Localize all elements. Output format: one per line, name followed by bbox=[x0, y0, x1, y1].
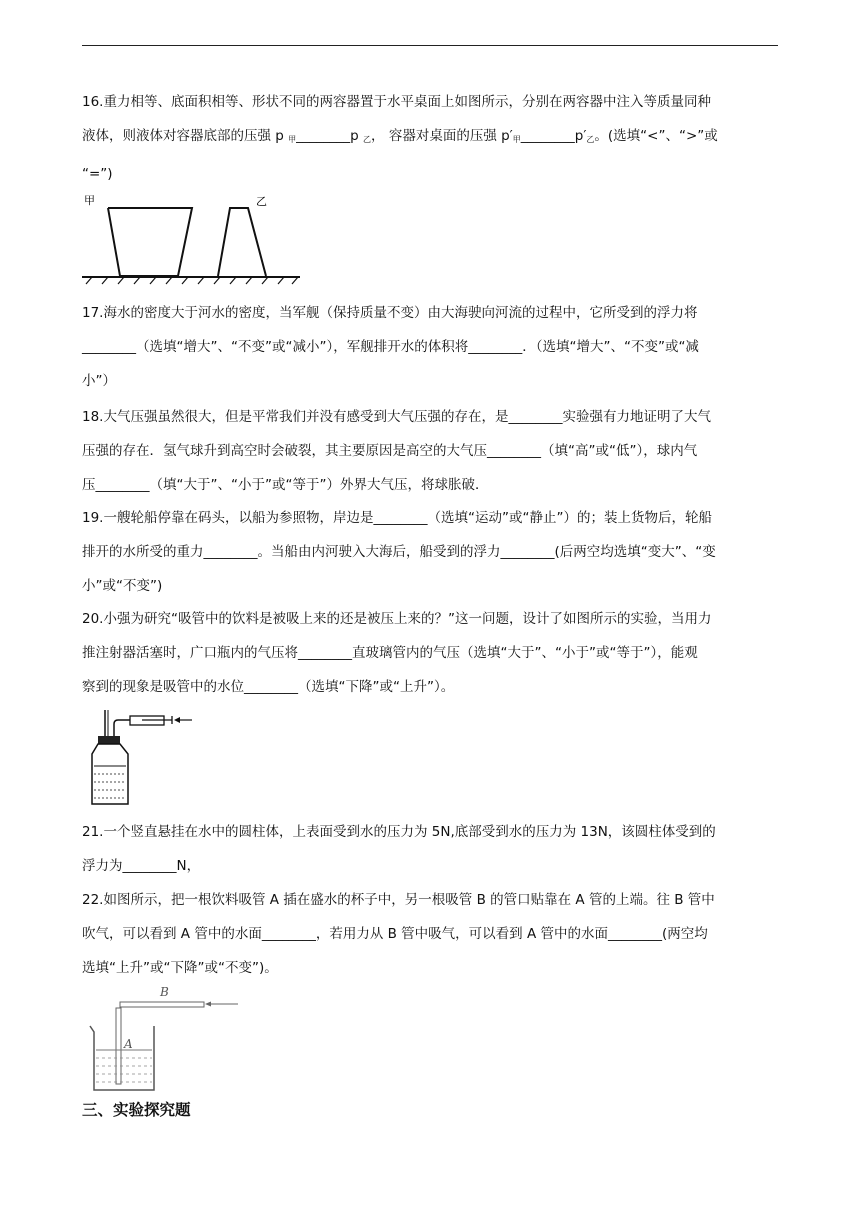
bent-tube bbox=[114, 720, 130, 736]
q17-line2: ________（选填“增大”、“不变”或“减小”），军舰排开水的体积将________．（选填“增大”、“不变”或“减 bbox=[82, 339, 699, 355]
q19-line1: 19.一艘轮船停靠在码头，以船为参照物，岸边是________（选填“运动”或“静止”）的；装上货物后，轮船 bbox=[82, 510, 712, 526]
q19-line2: 排开的水所受的重力________。当船由内河驶入大海后，船受到的浮力________(后两空均选填“变大”、“变 bbox=[82, 544, 716, 560]
q17-line1: 17.海水的密度大于河水的密度，当军舰（保持质量不变）由大海驶向河流的过程中，它所受到的浮力将 bbox=[82, 305, 698, 321]
question-17 bbox=[82, 296, 782, 398]
q20-line1: 20.小强为研究“吸管中的饮料是被吸上来的还是被压上来的？”这一问题，设计了如图所示的实验，当用力 bbox=[82, 611, 712, 627]
q17-line3: 小”） bbox=[82, 373, 116, 389]
container-jia bbox=[108, 208, 192, 276]
figure-16-containers bbox=[80, 190, 305, 285]
question-19 bbox=[82, 501, 782, 603]
label-a: A bbox=[124, 1037, 133, 1051]
question-21 bbox=[82, 815, 782, 883]
question-16 bbox=[82, 85, 782, 191]
q22-line1: 22.如图所示，把一根饮料吸管 A 插在盛水的杯子中，另一根吸管 B 的管口贴靠在 A 管的上端。往 B 管中 bbox=[82, 892, 715, 908]
q19-line3: 小”或“不变”) bbox=[82, 578, 163, 594]
straw-b bbox=[120, 1002, 204, 1007]
label-b: B bbox=[160, 985, 169, 999]
q21-line2: 浮力为________N， bbox=[82, 858, 201, 874]
section-title: 三、实验探究题 bbox=[82, 1101, 191, 1119]
q18-line3: 压________（填“大于”、“小于”或“等于”）外界大气压，将球胀破． bbox=[82, 477, 489, 493]
q22-line2: 吹气，可以看到 A 管中的水面________，若用力从 B 管中吸气，可以看到 A 管中的水面________(两空均 bbox=[82, 926, 708, 942]
bottle-stopper bbox=[98, 736, 120, 744]
label-jia: 甲 bbox=[84, 194, 95, 207]
q20-line2: 推注射器活塞时，广口瓶内的气压将________直玻璃管内的气压（选填“大于”、“小于”或“等于”），能观 bbox=[82, 645, 698, 661]
q18-line2: 压强的存在．氢气球升到高空时会破裂，其主要原因是高空的大气压________（填“高”或“低”），球内气 bbox=[82, 443, 698, 459]
figure-22-straws-cup bbox=[84, 982, 240, 1094]
q22-line3: 选填“上升”或“下降”或“不变”)。 bbox=[82, 960, 278, 976]
q16-line2: 液体，则液体对容器底部的压强 p $_甲$________p $_乙$， 容器对桌面的压强 $p'_甲\_\_\_\_\_\_\_\_p'_乙$。(选填“<”、“>”或 bbox=[82, 128, 718, 144]
figure-20-bottle-syringe bbox=[84, 708, 194, 808]
label-yi: 乙 bbox=[256, 195, 267, 208]
q20-line3: 察到的现象是吸管中的水位________（选填“下降”或“上升”）。 bbox=[82, 679, 455, 695]
question-18 bbox=[82, 400, 782, 502]
container-yi bbox=[218, 208, 266, 276]
q16-line1: 16.重力相等、底面积相等、形状不同的两容器置于水平桌面上如图所示，分别在两容器中注入等质量同种 bbox=[82, 94, 711, 110]
q18-line1: 18.大气压强虽然很大，但是平常我们并没有感受到大气压强的存在，是________实验强有力地证明了大气 bbox=[82, 409, 711, 425]
question-20 bbox=[82, 602, 782, 704]
q16-line3: “=”) bbox=[82, 166, 113, 182]
header-rule bbox=[82, 45, 778, 46]
cup-water bbox=[96, 1058, 152, 1082]
question-22 bbox=[82, 883, 782, 985]
straw-a bbox=[116, 1008, 121, 1084]
table-hatching bbox=[86, 277, 298, 284]
q21-line1: 21.一个竖直悬挂在水中的圆柱体，上表面受到水的压力为 5N,底部受到水的压力为 13N，该圆柱体受到的 bbox=[82, 824, 716, 840]
